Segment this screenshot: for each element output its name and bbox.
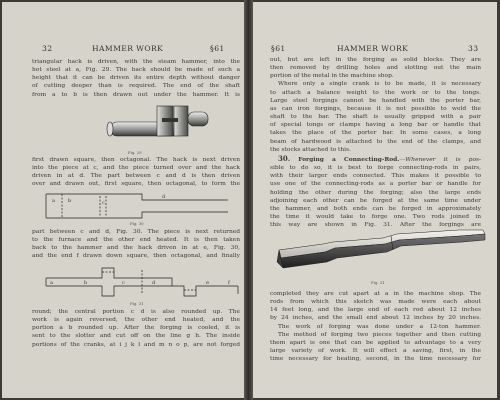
text-line: large variety of work. It will effect a saving, first, in the: [270, 348, 481, 355]
left-page: [2, 2, 244, 398]
section-mark-right: §61: [271, 44, 286, 53]
text-line: them apart is one that can be applied to advantage to a very: [270, 339, 481, 346]
text-line: and the end f drawn down square, then octagonal, and finally: [32, 253, 240, 260]
text-line: portion of the metal in the machine shop.: [270, 73, 394, 80]
text-line: The method of forging two pieces together and then cutting: [278, 331, 481, 338]
page-number-right: 33: [468, 44, 479, 53]
text-line: the hammer, and both ends can be forged in approximately: [270, 205, 481, 212]
section-30-lead: —Whenever it is pos-: [399, 157, 481, 163]
text-line: the stocks attached to this.: [270, 146, 351, 153]
text-line: holding the other during the forging; also the large ends: [270, 189, 481, 196]
section-30-heading-line: [270, 155, 481, 164]
text-line: driven in at d. The part between c and d is then driven: [32, 173, 240, 180]
left-paragraph-1: [32, 58, 240, 99]
running-head-right: HAMMER WORK: [337, 44, 409, 53]
text-line: into the piece at c, and the piece turned over and the hack: [32, 165, 240, 172]
text-line: to the furnace and the other end heated. It is then taken: [32, 237, 240, 244]
text-line: sent to the slotter and cut off on the line g h. The inside: [32, 333, 240, 340]
text-line: portion a b rounded up. After the forging is cooled, it is: [32, 325, 240, 332]
text-line: work is again reversed, the other end heated, and the: [32, 317, 240, 324]
running-head-left: HAMMER WORK: [92, 44, 164, 53]
fig30-caption: Fig. 30: [130, 221, 144, 226]
fig31-caption-left: Fig. 31: [130, 301, 144, 306]
fig29-caption: Fig. 29: [128, 150, 142, 155]
text-line: first drawn square, then octagonal. The hack is next driven: [32, 157, 240, 163]
text-line: beam of hardwood is attached to the end of the clamps, and: [270, 138, 481, 145]
text-line: time necessary for heating, second, in the time necessary for: [270, 356, 481, 363]
fig31-caption-right: Fig. 31: [371, 280, 385, 285]
fig31-label-c: c: [122, 280, 125, 286]
figure-30-forging-outline: [42, 190, 232, 222]
figure-29-shaft-drawing: [102, 100, 212, 148]
text-line: 14 feet long, and the large end of each rod about 12 inches: [270, 307, 481, 314]
text-line: height that it can be driven its entire depth without danger: [32, 75, 240, 82]
left-paragraph-3: [32, 228, 240, 261]
text-line: as can iron forgings, because it is not possible to weld the: [270, 105, 481, 112]
left-paragraph-2: [32, 156, 240, 189]
text-line: out, but are left in the forging as solid blocks. They are: [270, 57, 481, 63]
section-mark-left: §61: [210, 44, 225, 53]
text-line: by 24 inches, and the small end about 12 inches by 20 inches.: [270, 315, 481, 322]
text-line: portions of the cranks, at i j k l and m n o p, are not forged: [32, 341, 240, 348]
text-line: adjoining each other can be forged at the same time under: [270, 197, 481, 204]
section-30-title: Forging a Connecting-Rod.: [298, 156, 400, 163]
figure-31-crank-outline: [42, 264, 242, 300]
text-line: part between c and d, Fig. 30. The piece is next returned: [32, 229, 240, 235]
fig31-label-f: f: [228, 280, 230, 286]
fig30-label-d: d: [162, 194, 166, 200]
text-line: takes the place of the porter bar. In some cases, a long: [270, 130, 481, 137]
text-line: The work of forging was done under a 12-ton hammer.: [278, 323, 481, 330]
section-30-number: 30.: [278, 154, 291, 163]
right-page: [253, 2, 497, 398]
text-line: this way are shown in Fig. 31. After the forgings are: [270, 222, 481, 229]
fig30-label-c: c: [102, 200, 105, 206]
text-line: then removed by drilling holes and slotting out the main: [270, 65, 481, 72]
figure-31-connecting-rods: [273, 228, 489, 278]
text-line: of cutting deeper than is required. The end of the shaft: [32, 83, 240, 90]
fig30-label-a: a: [52, 198, 55, 204]
right-paragraph-1: [270, 56, 481, 154]
fig31-label-b: b: [84, 280, 88, 286]
text-line: shaft to the bar. The shaft is usually gripped with a pair: [270, 114, 481, 121]
fig31-label-d: d: [152, 280, 156, 286]
fig31-label-a: a: [50, 280, 53, 286]
text-line: triangular hack is driven, with the steam hammer, into the: [32, 59, 240, 65]
right-paragraph-3: [270, 290, 481, 363]
fig30-label-b: b: [68, 198, 72, 204]
text-line: Where only a single crank is to be made, it is necessary: [278, 81, 481, 88]
text-line: use one of the connecting-rods as a porter bar or handle for: [270, 181, 481, 188]
text-line: back to the hammer and the hack driven in at e, Fig. 30,: [32, 245, 240, 252]
text-line: to attach a balance weight to the work or to the tongs.: [270, 89, 481, 96]
text-line: rods from which this sketch was made were each about: [270, 299, 481, 306]
left-paragraph-4: [32, 308, 240, 349]
text-line: hot steel at a, Fig. 29. The hack should be made of such a: [32, 67, 240, 74]
text-line: sible to do so, it is best to forge connecting-rods in pairs,: [270, 165, 481, 172]
book-gutter: [244, 0, 253, 400]
fig31-label-e: e: [206, 280, 209, 286]
text-line: of special tongs or clamps having a long bar or handle that: [270, 122, 481, 129]
text-line: Large steel forgings cannot be handled with the porter bar,: [270, 97, 481, 104]
text-line: with their larger ends connected. This makes it possible to: [270, 173, 481, 180]
section-30: [270, 155, 481, 229]
text-line: from a to b is then drawn out under the hammer. It is: [32, 91, 240, 98]
text-line: completed they are cut apart at a in the machine shop. The: [270, 291, 481, 297]
text-line: over and drawn out, first square, then octagonal, to form the: [32, 181, 240, 188]
text-line: the time it would take to forge one. Two rods joined in: [270, 214, 481, 221]
text-line: round; the central portion c d is also rounded up. The: [32, 309, 240, 315]
page-number-left: 32: [42, 44, 53, 53]
